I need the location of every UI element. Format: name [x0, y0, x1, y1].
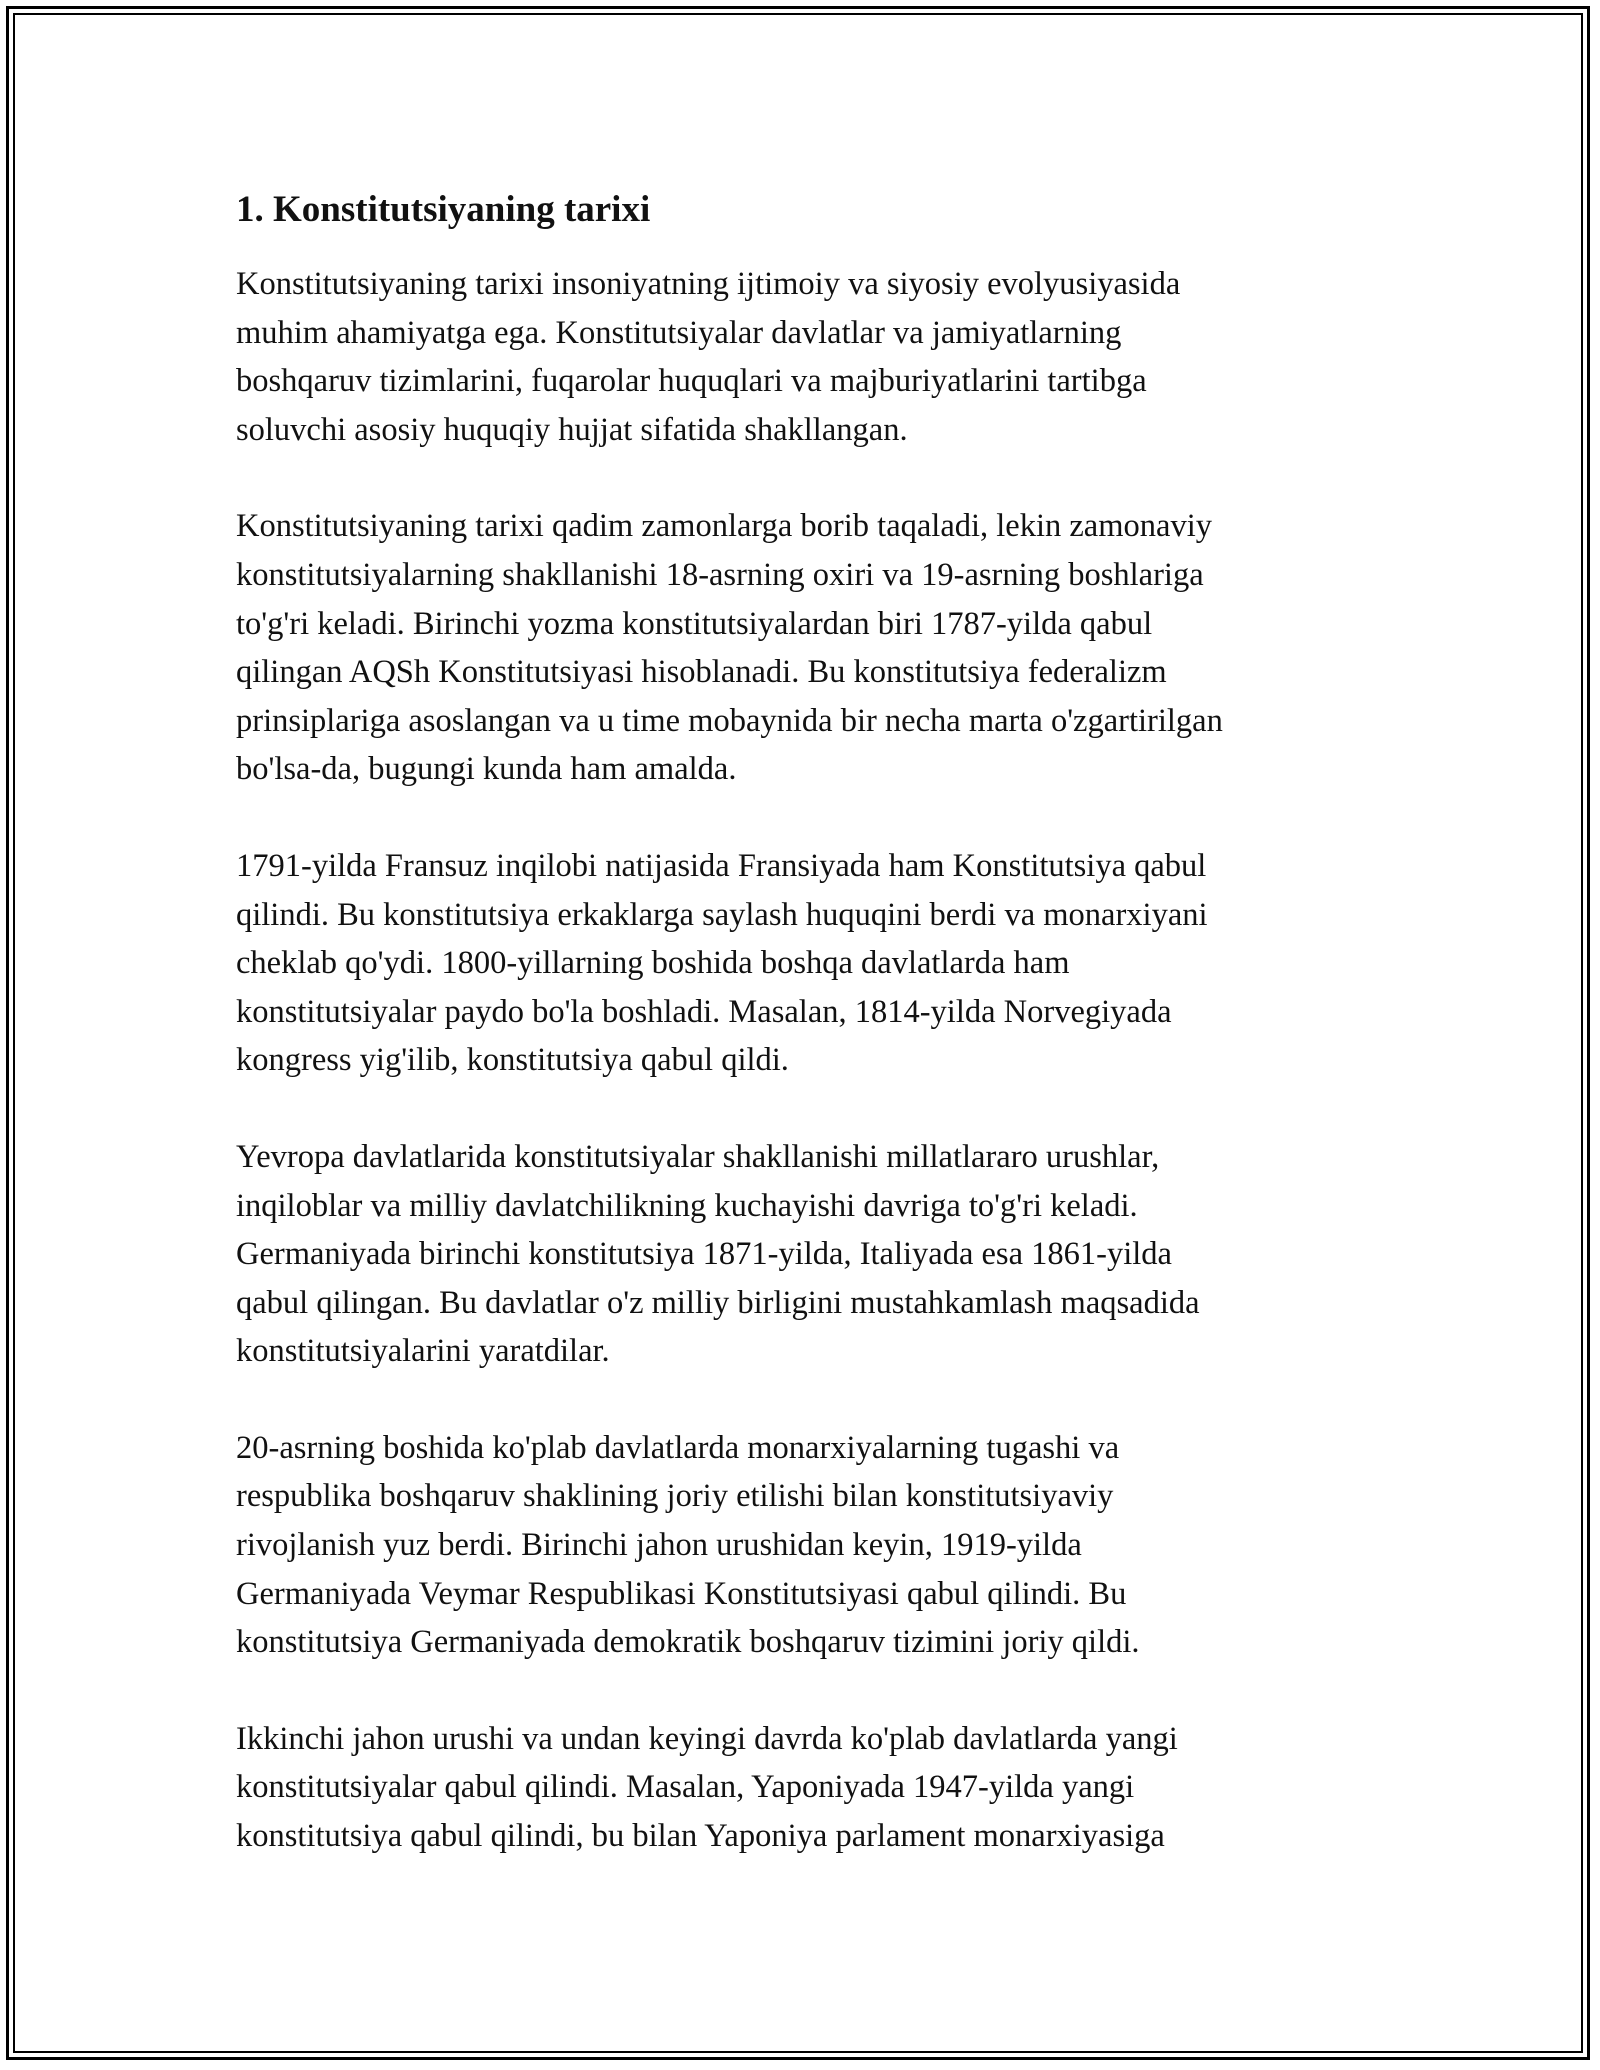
paragraph-line: inqiloblar va milliy davlatchilikning kuchayishi davriga to'g'ri keladi.	[236, 1187, 1138, 1224]
paragraph-4	[236, 1133, 1366, 1376]
paragraph-line: soluvchi asosiy huquqiy hujjat sifatida shakllangan.	[236, 411, 908, 448]
paragraph-line: Ikkinchi jahon urushi va undan keyingi davrda ko'plab davlatlarda yangi	[236, 1720, 1178, 1757]
paragraph-1	[236, 260, 1366, 454]
paragraph-line: respublika boshqaruv shaklining joriy etilishi bilan konstitutsiyaviy	[236, 1478, 1114, 1515]
paragraph-5	[236, 1424, 1366, 1667]
paragraph-line: qilingan AQSh Konstitutsiyasi hisoblanadi. Bu konstitutsiya federalizm	[236, 654, 1167, 691]
paragraph-line: konstitutsiyalarning shakllanishi 18-asrning oxiri va 19-asrning boshlariga	[236, 556, 1204, 593]
paragraph-line: Yevropa davlatlarida konstitutsiyalar shakllanishi millatlararo urushlar,	[236, 1138, 1160, 1175]
paragraph-line: boshqaruv tizimlarini, fuqarolar huquqlari va majburiyatlarini tartibga	[236, 363, 1147, 400]
paragraph-line: Germaniyada birinchi konstitutsiya 1871-yilda, Italiyada esa 1861-yilda	[236, 1236, 1172, 1273]
paragraph-line: konstitutsiyalar paydo bo'la boshladi. Masalan, 1814-yilda Norvegiyada	[236, 993, 1172, 1030]
paragraph-line: 20-asrning boshida ko'plab davlatlarda monarxiyalarning tugashi va	[236, 1429, 1120, 1466]
paragraph-line: Konstitutsiyaning tarixi qadim zamonlarga borib taqaladi, lekin zamonaviy	[236, 508, 1212, 545]
paragraph-line: cheklab qo'ydi. 1800-yillarning boshida boshqa davlatlarda ham	[236, 945, 1070, 982]
paragraph-line: Germaniyada Veymar Respublikasi Konstitutsiyasi qabul qilindi. Bu	[236, 1575, 1127, 1612]
paragraph-line: muhim ahamiyatga ega. Konstitutsiyalar davlatlar va jamiyatlarning	[236, 314, 1122, 351]
paragraph-line: konstitutsiyalarini yaratdilar.	[236, 1333, 610, 1370]
paragraph-line: rivojlanish yuz berdi. Birinchi jahon urushidan keyin, 1919-yilda	[236, 1527, 1082, 1564]
paragraph-line: to'g'ri keladi. Birinchi yozma konstitutsiyalardan biri 1787-yilda qabul	[236, 605, 1153, 642]
paragraph-line: qabul qilingan. Bu davlatlar o'z milliy birligini mustahkamlash maqsadida	[236, 1284, 1200, 1321]
section-heading: 1. Konstitutsiyaning tarixi	[236, 189, 651, 230]
paragraph-line: qilindi. Bu konstitutsiya erkaklarga saylash huquqini berdi va monarxiyani	[236, 896, 1208, 933]
paragraph-line: konstitutsiya Germaniyada demokratik boshqaruv tizimini joriy qildi.	[236, 1624, 1140, 1661]
paragraph-line: kongress yig'ilib, konstitutsiya qabul qildi.	[236, 1042, 789, 1079]
paragraph-line: bo'lsa-da, bugungi kunda ham amalda.	[236, 751, 737, 788]
document-body	[236, 186, 1366, 1909]
paragraph-line: prinsiplariga asoslangan va u time mobaynida bir necha marta o'zgartirilgan	[236, 702, 1223, 739]
paragraph-line: konstitutsiyalar qabul qilindi. Masalan, Yaponiyada 1947-yilda yangi	[236, 1769, 1135, 1806]
paragraph-line: Konstitutsiyaning tarixi insoniyatning ijtimoiy va siyosiy evolyusiyasida	[236, 266, 1181, 302]
paragraph-3	[236, 842, 1366, 1085]
paragraph-2	[236, 502, 1366, 794]
paragraph-6	[236, 1715, 1366, 1861]
paragraph-line: 1791-yilda Fransuz inqilobi natijasida Fransiyada ham Konstitutsiya qabul	[236, 847, 1207, 884]
paragraph-line: konstitutsiya qabul qilindi, bu bilan Yaponiya parlament monarxiyasiga	[236, 1818, 1165, 1855]
